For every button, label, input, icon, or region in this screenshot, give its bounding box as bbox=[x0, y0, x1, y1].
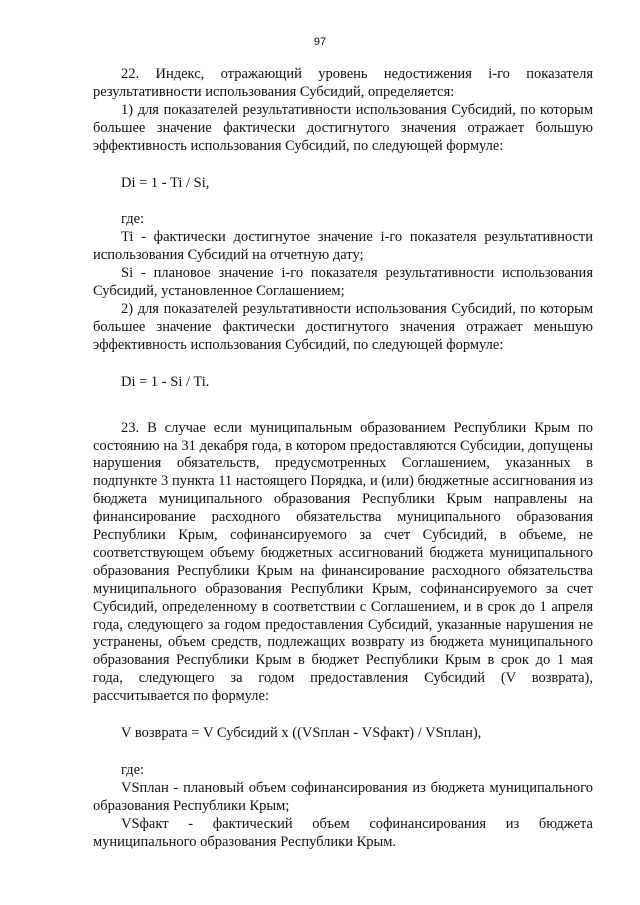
page-number: 97 bbox=[313, 36, 327, 48]
spacer bbox=[93, 706, 593, 725]
paragraph: 2) для показателей результативности использования Субсидий, по которым большее значение фактически достигнутого значения отражает меньшую эффективность использования Субсидий, по следующей формуле: bbox=[93, 300, 593, 353]
formula: V возврата = V Субсидий x ((VSплан - VSфакт) / VSплан), bbox=[121, 725, 482, 742]
paragraph: где: bbox=[121, 211, 145, 228]
spacer bbox=[93, 156, 593, 175]
spacer bbox=[93, 392, 593, 420]
paragraph: 23. В случае если муниципальным образованием Республики Крым по состоянию на 31 декабря года, в котором предоставляются Субсидии, допущены нарушения обязательств, предусмотренных Соглашением, указанных в подпункте 3 пункта 11 настоящего Порядка, и (или) бюджетные ассигнования из бюджета муниципального образования Республики Крым направлены на финансирование расходного обязательства муниципального образования Республики Крым, софинансируемого за счет Субсидий, в объеме, не соответствующем объему бюджетных ассигнований бюджета муниципального образования Республики Крым на финансирование расходного обязательства муниципального образования Республики Крым, софинансируемого за счет Субсидий, определенному в соответствии с Соглашением, и в срок до 1 апреля года, следующего за годом предоставления Субсидий, указанные нарушения не устранены, объем средств, подлежащих возврату из бюджета муниципального образования Республики Крым в бюджет Республики Крым в срок до 1 мая года, следующего за годом предоставления Субсидий (V возврата), рассчитывается по формуле: bbox=[93, 419, 593, 705]
formula: Di = 1 - Si / Ti. bbox=[121, 373, 210, 390]
paragraph: VSплан - плановый объем софинансирования из бюджета муниципального образования Республики Крым; bbox=[93, 779, 593, 814]
paragraph: 1) для показателей результативности использования Субсидий, по которым большее значение фактически достигнутого значения отражает большую эффективность использования Субсидий, по следующей формуле: bbox=[93, 101, 593, 154]
paragraph: Si - плановое значение i-го показателя результативности использования Субсидий, установленное Соглашением; bbox=[93, 265, 593, 300]
paragraph: где: bbox=[121, 762, 145, 778]
spacer bbox=[93, 192, 593, 211]
paragraph: VSфакт - фактический объем софинансирования из бюджета муниципального образования Республики Крым. bbox=[93, 815, 593, 850]
spacer bbox=[93, 355, 593, 374]
formula: Di = 1 - Ti / Si, bbox=[121, 174, 210, 191]
paragraph: 22. Индекс, отражающий уровень недостижения i-го показателя результативности использования Субсидий, определяется: bbox=[93, 66, 593, 100]
document-body bbox=[93, 66, 593, 852]
paragraph: Ti - фактически достигнутое значение i-го показателя результативности использования Субсидий на отчетную дату; bbox=[93, 229, 593, 264]
spacer bbox=[93, 743, 593, 762]
